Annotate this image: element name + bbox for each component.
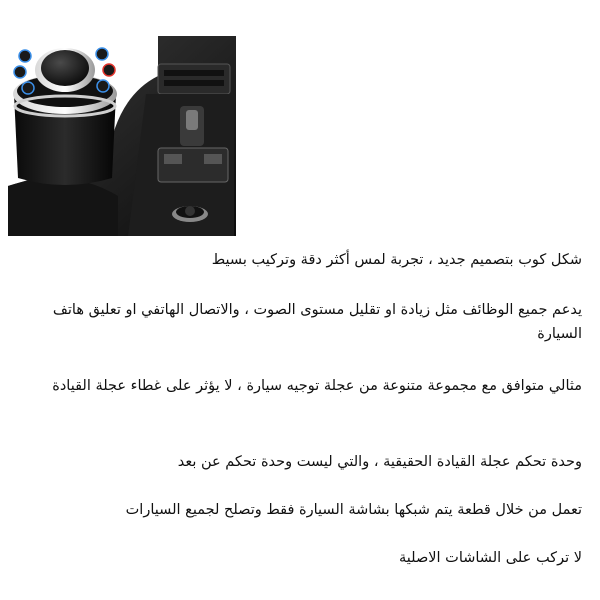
feature-paragraph-6 <box>22 546 582 570</box>
feature-text-2: يدعم جميع الوظائف مثل زيادة او تقليل مستوى الصوت ، والاتصال الهاتفي او تعليق هاتف السيارة <box>52 302 582 342</box>
feature-text-3: مثالي متوافق مع مجموعة متنوعة من عجلة توجيه سيارة ، لا يؤثر على غطاء عجلة القيادة <box>52 378 582 394</box>
feature-paragraph-3 <box>22 374 582 398</box>
feature-paragraph-4 <box>22 450 582 474</box>
product-photo-illustration <box>8 36 236 236</box>
product-photo <box>8 36 236 236</box>
feature-paragraph-1 <box>22 248 582 272</box>
feature-text-1: شكل كوب بتصميم جديد ، تجربة لمس أكثر دقة وتركيب بسيط <box>211 252 582 268</box>
feature-paragraph-5 <box>22 498 582 522</box>
feature-paragraph-2 <box>22 298 582 346</box>
feature-text-4: وحدة تحكم عجلة القيادة الحقيقية ، والتي ليست وحدة تحكم عن بعد <box>177 454 582 470</box>
feature-text-6: لا تركب على الشاشات الاصلية <box>399 550 582 566</box>
feature-text-5: تعمل من خلال قطعة يتم شبكها بشاشة السيارة فقط وتصلح لجميع السيارات <box>125 502 582 518</box>
